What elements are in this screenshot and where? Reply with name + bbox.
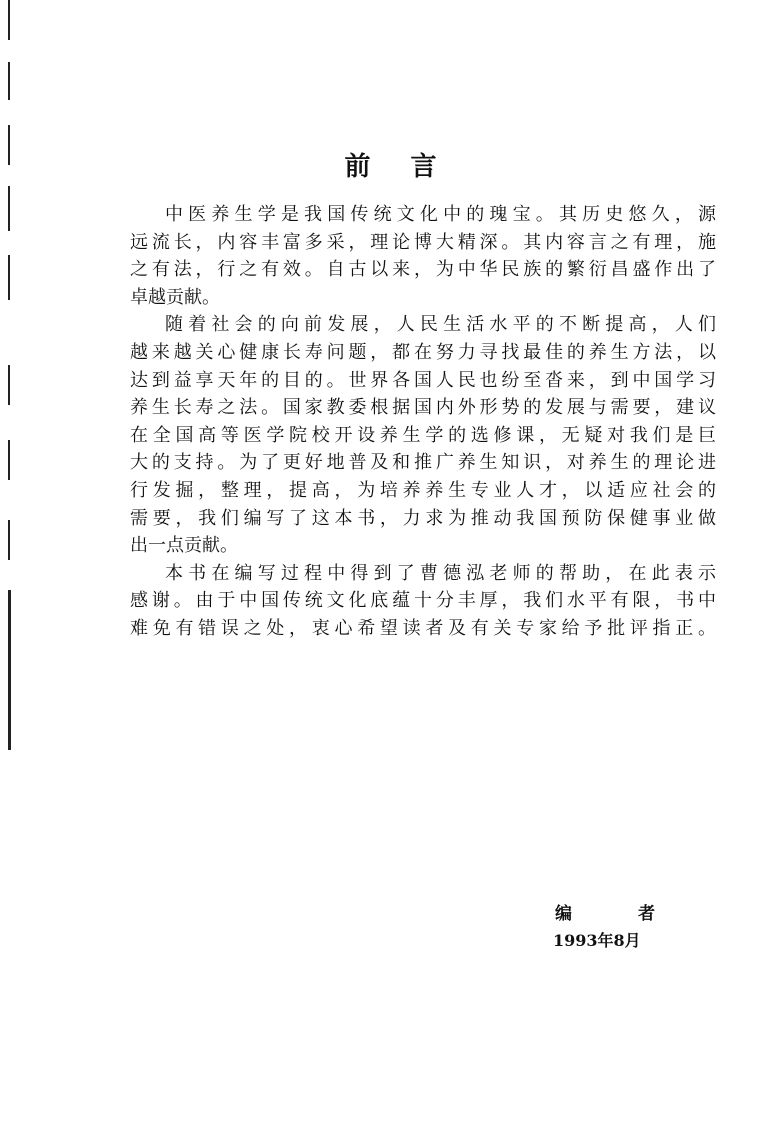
text-line: 达到益享天年的目的。世界各国人民也纷至沓来，到中国学习 bbox=[130, 369, 716, 391]
text-line: 感谢。由于中国传统文化底蕴十分丰厚，我们水平有限，书中 bbox=[130, 590, 716, 612]
scan-edge-mark bbox=[8, 440, 10, 480]
scan-edge-mark bbox=[8, 186, 10, 231]
scan-edge-mark bbox=[8, 365, 10, 405]
scan-edge-mark bbox=[8, 0, 10, 40]
scan-edge-mark bbox=[8, 520, 10, 560]
scan-edge-mark bbox=[8, 62, 10, 100]
page-title: 前言 bbox=[344, 152, 477, 182]
date: 1993年8月 bbox=[553, 931, 641, 950]
text-line: 越来越关心健康长寿问题，都在努力寻找最佳的养生方法，以 bbox=[130, 341, 716, 363]
text-line: 中医养生学是我国传统文化中的瑰宝。其历史悠久，源 bbox=[165, 204, 716, 225]
text-line: 远流长，内容丰富多采，理论博大精深。其内容言之有理，施 bbox=[130, 231, 716, 253]
text-line: 出一点贡献。 bbox=[130, 535, 238, 557]
text-line: 之有法，行之有效。自古以来，为中华民族的繁衍昌盛作出了 bbox=[130, 259, 716, 281]
text-line: 卓越贡献。 bbox=[130, 286, 220, 308]
text-line: 难免有错误之处，衷心希望读者及有关专家给予批评指正。 bbox=[130, 617, 716, 639]
scan-edge-mark bbox=[8, 590, 11, 750]
text-line: 需要，我们编写了这本书，力求为推动我国预防保健事业做 bbox=[130, 507, 716, 529]
text-line: 行发掘，整理，提高，为培养养生专业人才，以适应社会的 bbox=[130, 479, 716, 501]
preface-body bbox=[130, 201, 716, 643]
text-line: 养生长寿之法。国家教委根据国内外形势的发展与需要，建议 bbox=[130, 397, 716, 419]
signature: 编者 bbox=[555, 904, 655, 924]
text-line: 大的支持。为了更好地普及和推广养生知识，对养生的理论进 bbox=[130, 452, 716, 474]
scan-edge-mark bbox=[8, 255, 10, 300]
text-line: 在全国高等医学院校开设养生学的选修课，无疑对我们是巨 bbox=[130, 424, 716, 446]
text-line: 随着社会的向前发展，人民生活水平的不断提高，人们 bbox=[165, 314, 716, 336]
text-line: 本书在编写过程中得到了曹德泓老师的帮助，在此表示 bbox=[165, 562, 716, 584]
